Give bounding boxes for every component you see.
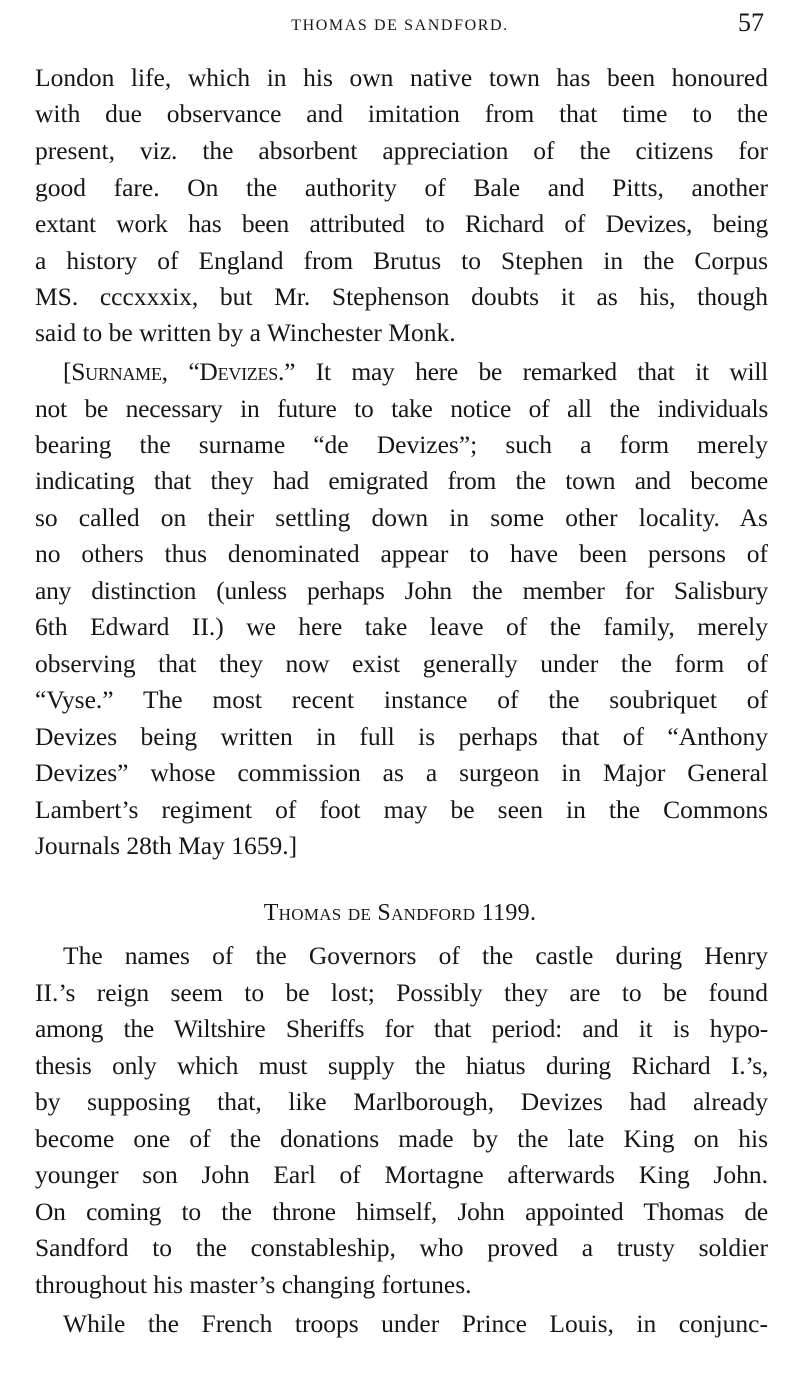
text-line: said to be written by a Winchester Monk. [35,318,456,347]
text-line [63,354,768,390]
text-line: bearing the surname “de Devizes”; such a form merely [35,430,768,459]
text-line: no others thus denominated appear to have been persons of [35,539,768,568]
text-line: II.’s reign seem to be lost; Possibly they are to be found [35,978,768,1007]
text-line: younger son John Earl of Mortagne afterwards King John. [35,1160,768,1189]
text-line: London life, which in his own native town has been honoured [35,63,768,92]
running-head [0,8,800,44]
text-line: Sandford to the constableship, who proved a trusty soldier [35,1233,768,1262]
text-line: not be necessary in future to take notice of all the individuals [35,394,768,423]
text-line: present, viz. the absorbent appreciation of the citizens for [35,136,768,165]
first-line-rest: It may here be remarked that it will [295,357,768,386]
text-line: 6th Edward II.) we here take leave of the family, merely [35,612,768,641]
text-line: so called on their settling down in some other locality. As [35,503,768,532]
text-line: extant work has been attributed to Richard of Devizes, being [35,209,768,238]
text-line: While the French troops under Prince Louis, in conjunc- [63,1309,768,1338]
section-heading [0,894,800,932]
text-line: Lambert’s regiment of foot may be seen in the Commons [35,795,768,824]
page-number: 57 [738,8,764,37]
text-line: indicating that they had emigrated from the town and become [35,466,768,495]
running-title: THOMAS DE SANDFORD. [291,17,509,34]
text-line: “Vyse.” The most recent instance of the soubriquet of [35,685,768,714]
surname-label: Surname, “Devizes.” [71,357,296,386]
text-line: Devizes” whose commission as a surgeon in Major General [35,758,768,787]
text-line: become one of the donations made by the late King on his [35,1124,768,1153]
text-line: observing that they now exist generally under the form of [35,649,768,678]
section-heading-year: 1199. [481,900,537,926]
text-line: among the Wiltshire Sheriffs for that period: and it is hypo- [35,1014,768,1043]
text-line: Journals 28th May 1659.] [35,831,298,860]
text-line: good fare. On the authority of Bale and Pitts, another [35,173,768,202]
text-line: Devizes being written in full is perhaps that of “Anthony [35,722,768,751]
text-line: with due observance and imitation from that time to the [35,99,768,128]
text-line: by supposing that, like Marlborough, Devizes had already [35,1087,768,1116]
text-line: any distinction (unless perhaps John the member for Salisbury [35,576,768,605]
text-line: The names of the Governors of the castle during Henry [63,941,768,970]
text-line: MS. cccxxxix, but Mr. Stephenson doubts it as his, though [35,282,768,311]
text-line: throughout his master’s changing fortunes. [35,1270,472,1299]
section-heading-name: Thomas de Sandford [263,900,476,926]
text-line: On coming to the throne himself, John appointed Thomas de [35,1197,768,1226]
text-line: thesis only which must supply the hiatus during Richard I.’s, [35,1051,768,1080]
open-bracket: [ [63,357,72,386]
text-line: a history of England from Brutus to Stephen in the Corpus [35,246,768,275]
